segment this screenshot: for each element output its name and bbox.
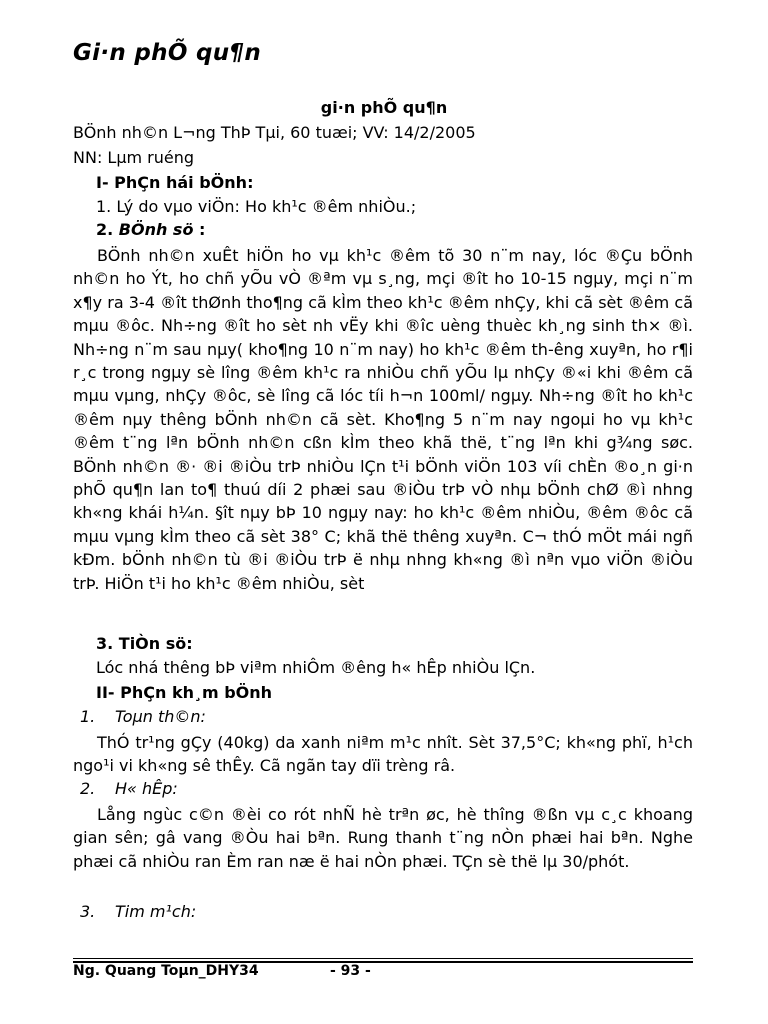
exam-cardio-heading: Tim m¹ch: xyxy=(115,902,197,921)
document-title: gi·n phÕ qu¶n xyxy=(320,98,448,117)
exam-respiratory-number: 2. xyxy=(80,779,96,798)
medical-history-text: BÖnh nh©n xuÊt hiÖn ho vµ kh¹c ®êm tõ 30 n¨m nay, lóc ®Çu bÖnh nh©n ho Ýt, ho chñ yÕu vÒ ®ªm vµ s¸ng, mçi ®ît ho 10-15 ngµy, mçi n¨m x¶y ra 3-4 ®ît thØnh tho¶ng cã kÌm theo kh¹c ®êm nhÇy, khi cã sèt ®êm cã mµu ®ôc. Nh÷ng ®ît ho sèt nh vËy khi ®îc uèng thuèc kh¸ng sinh th× ®ì. Nh÷ng n¨m sau nµy( kho¶ng 10 n¨m nay) ho kh¹c ®êm th-êng xuyªn, ho r¶i r¸c trong ngµy sè lîng ®êm kh¹c ra nhiÒu chñ yÕu lµ nhÇy ®«i khi ®êm cã mµu vµng, nhÇy ®ôc, sè lîng cã lóc tíi h¬n 100ml/ ngµy. Nh÷ng ®ît ho kh¹c ®êm nµy thêng bÖnh nh©n cã sèt. Kho¶ng 5 n¨m nay ngoµi ho vµ kh¹c ®êm t¨ng lªn bÖnh nh©n cßn kÌm theo khã thë, t¨ng lªn khi g¾ng søc. BÖnh nh©n ®· ®i ®iÒu trÞ nhiÒu lÇn t¹i bÖnh viÖn 103 víi chÈn ®o¸n gi·n phÕ qu¶n lan to¶ thuú díi 2 phæi sau ®iÒu trÞ vÒ nhµ bÖnh chØ ®ì nhng kh«ng khái h¼n. §ît nµy bÞ 10 ngµy nay: ho kh¹c ®êm nhiÒu, ®êm ®ôc cã mµu vµng kÌm theo cã sèt 38° C; khã thë thêng xuyªn. C¬ thÓ mÖt mái ngñ kÐm. bÖnh nh©n tù ®i ®iÒu trÞ ë nhµ nhng kh«ng ®ì nªn vµo viÖn ®iÒu trÞ. HiÖn t¹i ho kh¹c ®êm nhiÒu, sèt xyxy=(73,246,693,593)
exam-general-heading: Toµn th©n: xyxy=(115,707,206,726)
exam-general-number: 1. xyxy=(80,707,96,726)
medical-history-heading xyxy=(96,220,205,239)
exam-respiratory-heading: H« hÊp: xyxy=(115,779,178,798)
page-title: Gi·n phÕ qu¶n xyxy=(73,40,262,66)
history-heading-number: 2. xyxy=(96,220,119,239)
footer-page-number: - 93 - xyxy=(330,963,371,979)
prior-history-heading: 3. TiÒn sö: xyxy=(96,634,193,653)
footer-rule-thin xyxy=(73,958,693,959)
footer-author: Ng. Quang Toµn_DHY34 xyxy=(73,963,259,979)
exam-respiratory-text: Lång ngùc c©n ®èi co rót nhÑ hè trªn øc, hè thîng ®ßn vµ c¸c khoang gian sên; gâ vang ®Òu hai bªn. Rung thanh t¨ng nÒn phæi hai bªn. Nghe phæi cã nhiÒu ran Èm ran næ ë hai nÒn phæi. TÇn sè thë lµ 30/phót. xyxy=(73,805,693,871)
section-exam-heading: II- PhÇn kh¸m bÖnh xyxy=(96,683,273,702)
exam-general-text: ThÓ tr¹ng gÇy (40kg) da xanh niªm m¹c nhît. Sèt 37,5°C; kh«ng phï, h¹ch ngo¹i vi kh«ng sê thÊy. Cã ngãn tay dïi trèng râ. xyxy=(73,733,693,776)
occupation-line: NN: Lµm ruéng xyxy=(73,148,195,167)
history-heading-label: BÖnh sö xyxy=(118,220,194,239)
patient-info-line: BÖnh nh©n L¬ng ThÞ Tµi, 60 tuæi; VV: 14/2/2005 xyxy=(73,123,476,142)
section-history-heading: I- PhÇn hái bÖnh: xyxy=(96,173,254,192)
history-heading-suffix: : xyxy=(193,220,206,239)
reason-for-admission: 1. Lý do vµo viÖn: Ho kh¹c ®êm nhiÒu.; xyxy=(96,197,417,216)
prior-history-text: Lóc nhá thêng bÞ viªm nhiÔm ®êng h« hÊp nhiÒu lÇn. xyxy=(96,658,536,677)
exam-cardio-number: 3. xyxy=(80,902,96,921)
